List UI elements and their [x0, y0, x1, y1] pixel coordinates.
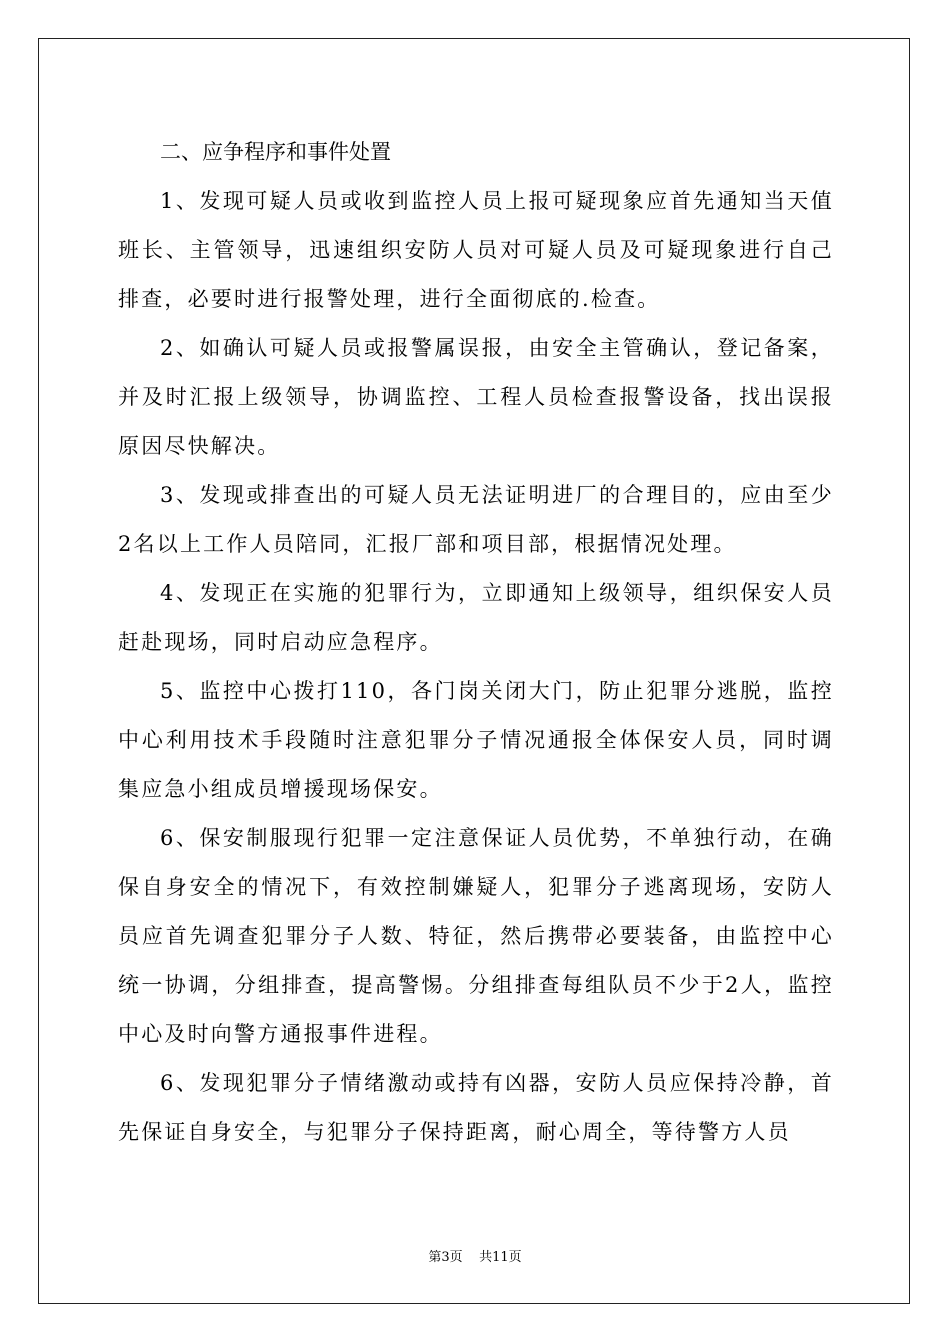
paragraph-2: 2、如确认可疑人员或报警属误报，由安全主管确认，登记备案，并及时汇报上级领导，协调监控、工程人员检查报警设备，找出误报原因尽快解决。 — [118, 336, 834, 458]
section-heading: 二、应争程序和事件处置 — [160, 140, 391, 164]
page-footer — [0, 1246, 950, 1265]
footer-gap — [463, 1250, 480, 1265]
paragraph-5: 5、监控中心拨打110，各门岗关闭大门，防止犯罪分逃脱，监控中心利用技术手段随时注意犯罪分子情况通报全体保安人员，同时调集应急小组成员增援现场保安。 — [118, 679, 834, 801]
paragraph-3: 3、发现或排查出的可疑人员无法证明进厂的合理目的，应由至少2名以上工作人员陪同，汇报厂部和项目部，根据情况处理。 — [118, 483, 834, 556]
paragraph-4: 4、发现正在实施的犯罪行为，立即通知上级领导，组织保安人员赶赴现场，同时启动应急程序。 — [118, 581, 834, 654]
document-body — [118, 128, 834, 1157]
total-pages: 共11页 — [479, 1250, 522, 1265]
paragraph-6: 6、保安制服现行犯罪一定注意保证人员优势，不单独行动，在确保自身安全的情况下，有效控制嫌疑人，犯罪分子逃离现场，安防人员应首先调查犯罪分子人数、特征，然后携带必要装备，由监控中心统一协调，分组排查，提高警惕。分组排查每组队员不少于2人，监控中心及时向警方通报事件进程。 — [118, 826, 834, 1046]
page-number: 第3页 — [428, 1250, 463, 1265]
paragraph-1: 1、发现可疑人员或收到监控人员上报可疑现象应首先通知当天值班长、主管领导，迅速组织安防人员对可疑人员及可疑现象进行自己排查，必要时进行报警处理，进行全面彻底的.检查。 — [118, 189, 834, 311]
paragraph-7: 6、发现犯罪分子情绪激动或持有凶器，安防人员应保持冷静，首先保证自身安全，与犯罪分子保持距离，耐心周全，等待警方人员 — [118, 1071, 834, 1144]
